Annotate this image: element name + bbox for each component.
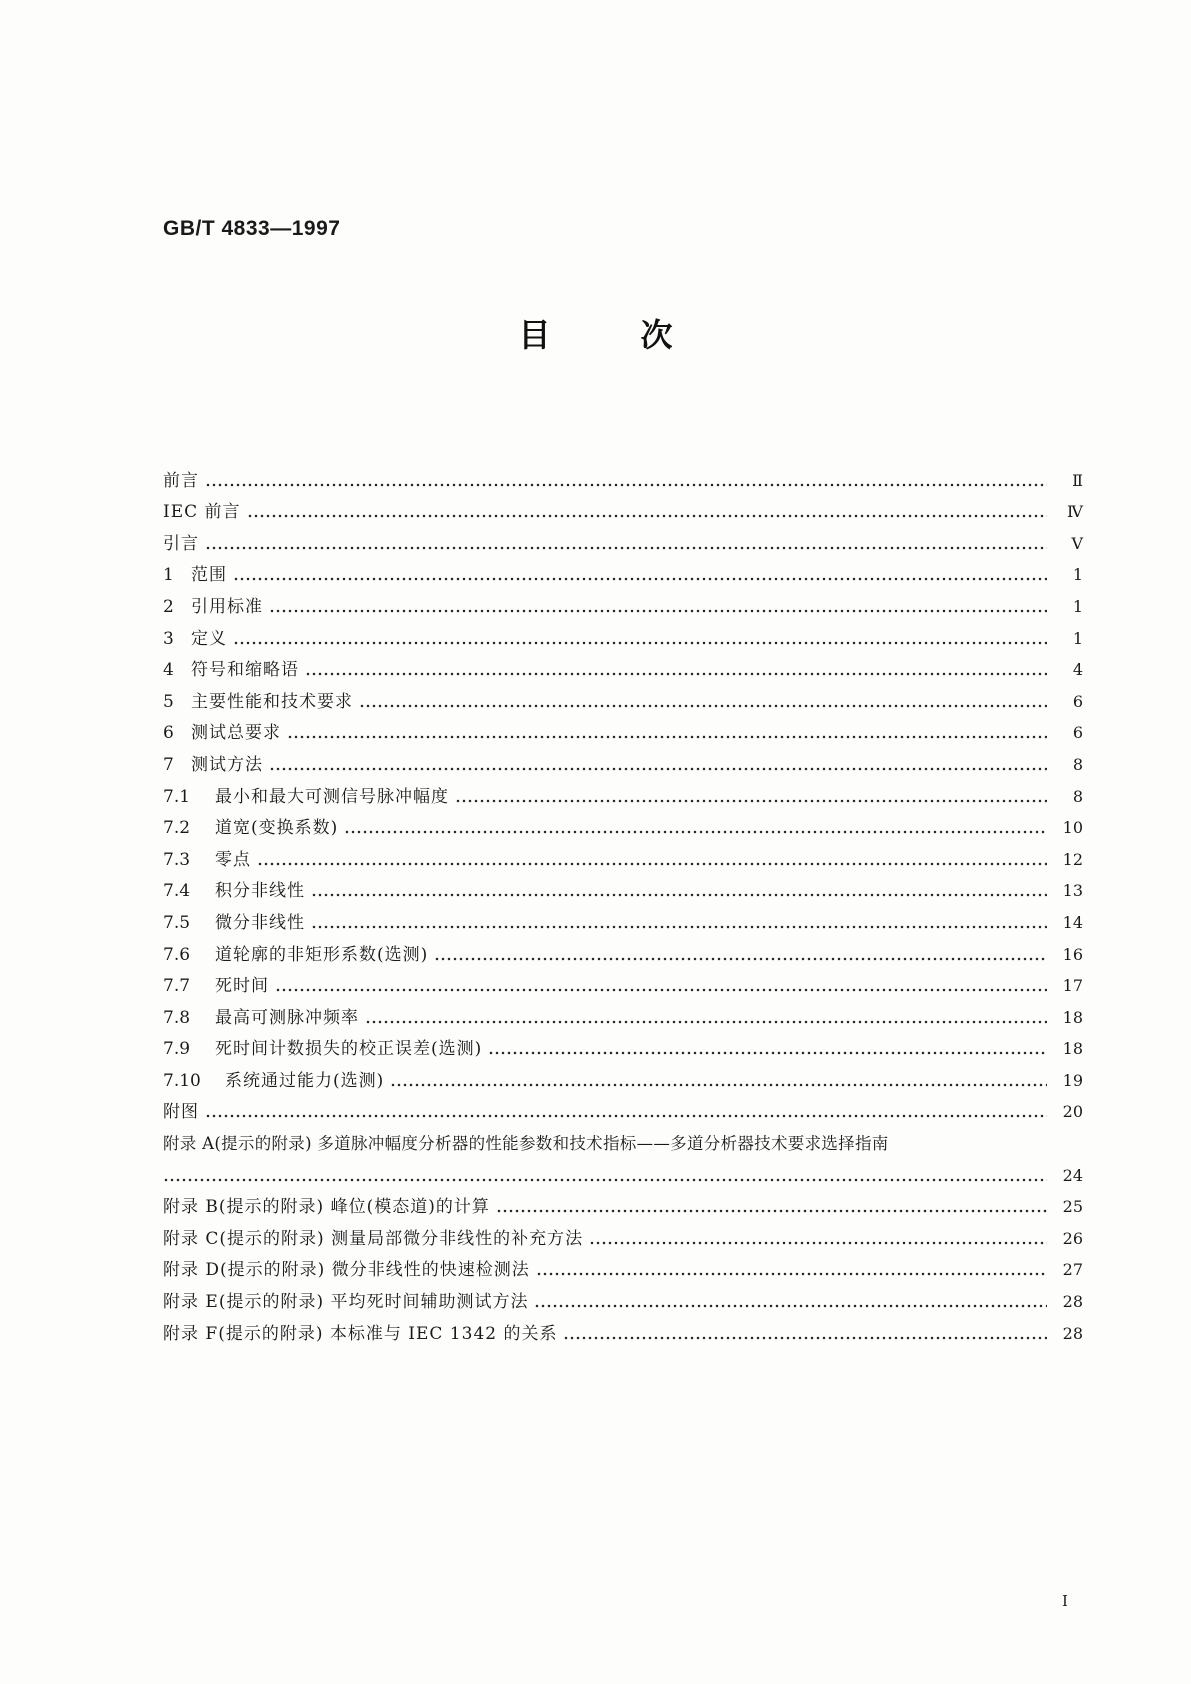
dot-leader: [359, 704, 1047, 708]
dot-leader: [233, 641, 1047, 645]
toc-page-number: Ⅳ: [1067, 502, 1083, 522]
toc-page-number: 18: [1062, 1039, 1083, 1059]
page-number: Ⅰ: [1062, 1592, 1068, 1610]
toc-section-number: 2: [163, 596, 174, 617]
toc-page-number: 19: [1062, 1070, 1083, 1090]
toc-page-number: 18: [1062, 1007, 1083, 1027]
dot-leader: [589, 1241, 1047, 1245]
standard-code: GB/T 4833—1997: [163, 217, 341, 240]
toc-section-number: 7.8: [163, 1007, 191, 1028]
toc-label: 测试总要求: [191, 723, 281, 744]
toc-section-number: 7.2: [163, 818, 191, 839]
toc-entry-7-7[interactable]: [163, 966, 1083, 998]
toc-label: 最小和最大可测信号脉冲幅度: [215, 786, 449, 807]
toc-entry-annex-a[interactable]: [163, 1123, 1083, 1155]
toc-page-number: 8: [1072, 786, 1083, 806]
toc-page-number: 6: [1072, 691, 1083, 711]
toc-page-number: 17: [1062, 976, 1083, 996]
dot-leader: [233, 577, 1047, 581]
toc-page-number: 25: [1062, 1197, 1083, 1217]
toc-section-number: 1: [163, 565, 174, 586]
toc-entry-7[interactable]: [163, 744, 1083, 776]
dot-leader: [311, 893, 1047, 897]
toc-label: 道轮廓的非矩形系数(选测): [215, 944, 429, 965]
dot-leader: [269, 609, 1047, 613]
toc-label: 零点: [215, 849, 251, 870]
toc-page-number: 28: [1062, 1292, 1083, 1312]
toc-page-number: 14: [1062, 912, 1083, 932]
toc-section-number: 7.10: [163, 1070, 201, 1091]
toc-section-number: 4: [163, 660, 174, 681]
title-char-2: 次: [640, 316, 673, 354]
toc-label: 微分非线性: [215, 912, 305, 933]
toc-page-number: 8: [1072, 754, 1083, 774]
toc-entry-5[interactable]: [163, 681, 1083, 713]
toc-entry-annex-b[interactable]: [163, 1187, 1083, 1219]
dot-leader: [269, 767, 1047, 771]
toc-section-number: 7: [163, 754, 174, 775]
toc-entry-iec-foreword[interactable]: [163, 492, 1083, 524]
toc-label: 主要性能和技术要求: [191, 691, 353, 712]
toc-entry-4[interactable]: [163, 650, 1083, 682]
toc-label: 最高可测脉冲频率: [215, 1007, 359, 1028]
dot-leader: [257, 862, 1047, 866]
dot-leader: [534, 1304, 1047, 1308]
toc-entry-7-1[interactable]: [163, 776, 1083, 808]
toc-page-number: 26: [1062, 1228, 1083, 1248]
dot-leader: [390, 1083, 1047, 1087]
toc-label: 符号和缩略语: [191, 660, 299, 681]
toc-entry-annex-d[interactable]: [163, 1250, 1083, 1282]
toc-entry-7-6[interactable]: [163, 934, 1083, 966]
toc-entry-introduction[interactable]: [163, 523, 1083, 555]
toc-page-number: 16: [1062, 944, 1083, 964]
toc-entry-7-8[interactable]: [163, 997, 1083, 1029]
dot-leader: [275, 988, 1047, 992]
toc-section-number: 6: [163, 723, 174, 744]
title-char-1: 目: [518, 316, 551, 354]
toc-entry-2[interactable]: [163, 586, 1083, 618]
toc-label: IEC 前言: [163, 502, 241, 523]
dot-leader: [205, 546, 1047, 550]
toc-entry-figures[interactable]: [163, 1092, 1083, 1124]
toc-label: 附录 E(提示的附录) 平均死时间辅助测试方法: [163, 1292, 529, 1313]
page-title: [0, 310, 1191, 356]
toc-section-number: 3: [163, 628, 174, 649]
dot-leader: [536, 1272, 1047, 1276]
toc-page-number: 4: [1072, 660, 1083, 680]
toc-entry-6[interactable]: [163, 713, 1083, 745]
toc-label: 引用标准: [191, 596, 263, 617]
toc-label: 定义: [191, 628, 227, 649]
toc-label: 附录 A(提示的附录) 多道脉冲幅度分析器的性能参数和技术指标——多道分析器技术要求选择指南: [163, 1134, 889, 1154]
toc-label: 测试方法: [191, 754, 263, 775]
toc-page-number: 24: [1062, 1165, 1083, 1185]
toc-label: 系统通过能力(选测): [225, 1070, 385, 1091]
toc-label: 附录 C(提示的附录) 测量局部微分非线性的补充方法: [163, 1228, 584, 1249]
toc-section-number: 7.3: [163, 849, 191, 870]
toc-entry-7-2[interactable]: [163, 808, 1083, 840]
dot-leader: [163, 1178, 1047, 1182]
toc-section-number: 7.6: [163, 944, 191, 965]
toc-page-number: 28: [1062, 1323, 1083, 1343]
toc-entry-7-10[interactable]: [163, 1060, 1083, 1092]
dot-leader: [455, 799, 1047, 803]
toc-label: 附录 F(提示的附录) 本标准与 IEC 1342 的关系: [163, 1323, 558, 1344]
toc-page-number: 1: [1072, 596, 1083, 616]
dot-leader: [496, 1209, 1047, 1213]
dot-leader: [488, 1051, 1047, 1055]
table-of-contents: [163, 460, 1083, 1345]
toc-page-number: 10: [1062, 818, 1083, 838]
toc-page-number: 6: [1072, 723, 1083, 743]
toc-page-number: 27: [1062, 1260, 1083, 1280]
toc-entry-7-9[interactable]: [163, 1029, 1083, 1061]
toc-section-number: 7.5: [163, 912, 191, 933]
dot-leader: [305, 672, 1047, 676]
toc-label: 前言: [163, 470, 199, 491]
toc-entry-7-4[interactable]: [163, 871, 1083, 903]
toc-entry-7-3[interactable]: [163, 839, 1083, 871]
toc-label: 死时间: [215, 976, 269, 997]
toc-section-number: 7.1: [163, 786, 191, 807]
dot-leader: [434, 957, 1047, 961]
toc-page-number: 13: [1062, 881, 1083, 901]
toc-entry-annex-f[interactable]: [163, 1313, 1083, 1345]
toc-label: 积分非线性: [215, 881, 305, 902]
dot-leader: [563, 1336, 1047, 1340]
toc-entry-annex-e[interactable]: [163, 1281, 1083, 1313]
toc-label: 引言: [163, 533, 199, 554]
toc-section-number: 7.7: [163, 976, 191, 997]
toc-label: 道宽(变换系数): [215, 818, 339, 839]
toc-entry-7-5[interactable]: [163, 902, 1083, 934]
toc-section-number: 7.9: [163, 1039, 191, 1060]
toc-label: 范围: [191, 565, 227, 586]
dot-leader: [311, 925, 1047, 929]
toc-entry-annex-a-continued[interactable]: [163, 1155, 1083, 1187]
toc-label: 附录 B(提示的附录) 峰位(模态道)的计算: [163, 1197, 490, 1218]
toc-section-number: 5: [163, 691, 174, 712]
dot-leader: [205, 483, 1047, 487]
toc-label: 死时间计数损失的校正误差(选测): [215, 1039, 483, 1060]
toc-label: 附录 D(提示的附录) 微分非线性的快速检测法: [163, 1260, 530, 1281]
toc-page-number: 1: [1072, 565, 1083, 585]
dot-leader: [287, 735, 1047, 739]
toc-page-number: 12: [1062, 849, 1083, 869]
dot-leader: [247, 514, 1047, 518]
toc-page-number: Ⅴ: [1071, 533, 1083, 553]
dot-leader: [205, 1114, 1047, 1118]
dot-leader: [365, 1020, 1047, 1024]
toc-section-number: 7.4: [163, 881, 191, 902]
toc-entry-3[interactable]: [163, 618, 1083, 650]
toc-entry-1[interactable]: [163, 555, 1083, 587]
toc-page-number: 1: [1072, 628, 1083, 648]
dot-leader: [344, 830, 1047, 834]
toc-page-number: 20: [1062, 1102, 1083, 1122]
toc-entry-foreword[interactable]: [163, 460, 1083, 492]
toc-label: 附图: [163, 1102, 199, 1123]
toc-entry-annex-c[interactable]: [163, 1218, 1083, 1250]
toc-page-number: Ⅱ: [1072, 470, 1083, 490]
